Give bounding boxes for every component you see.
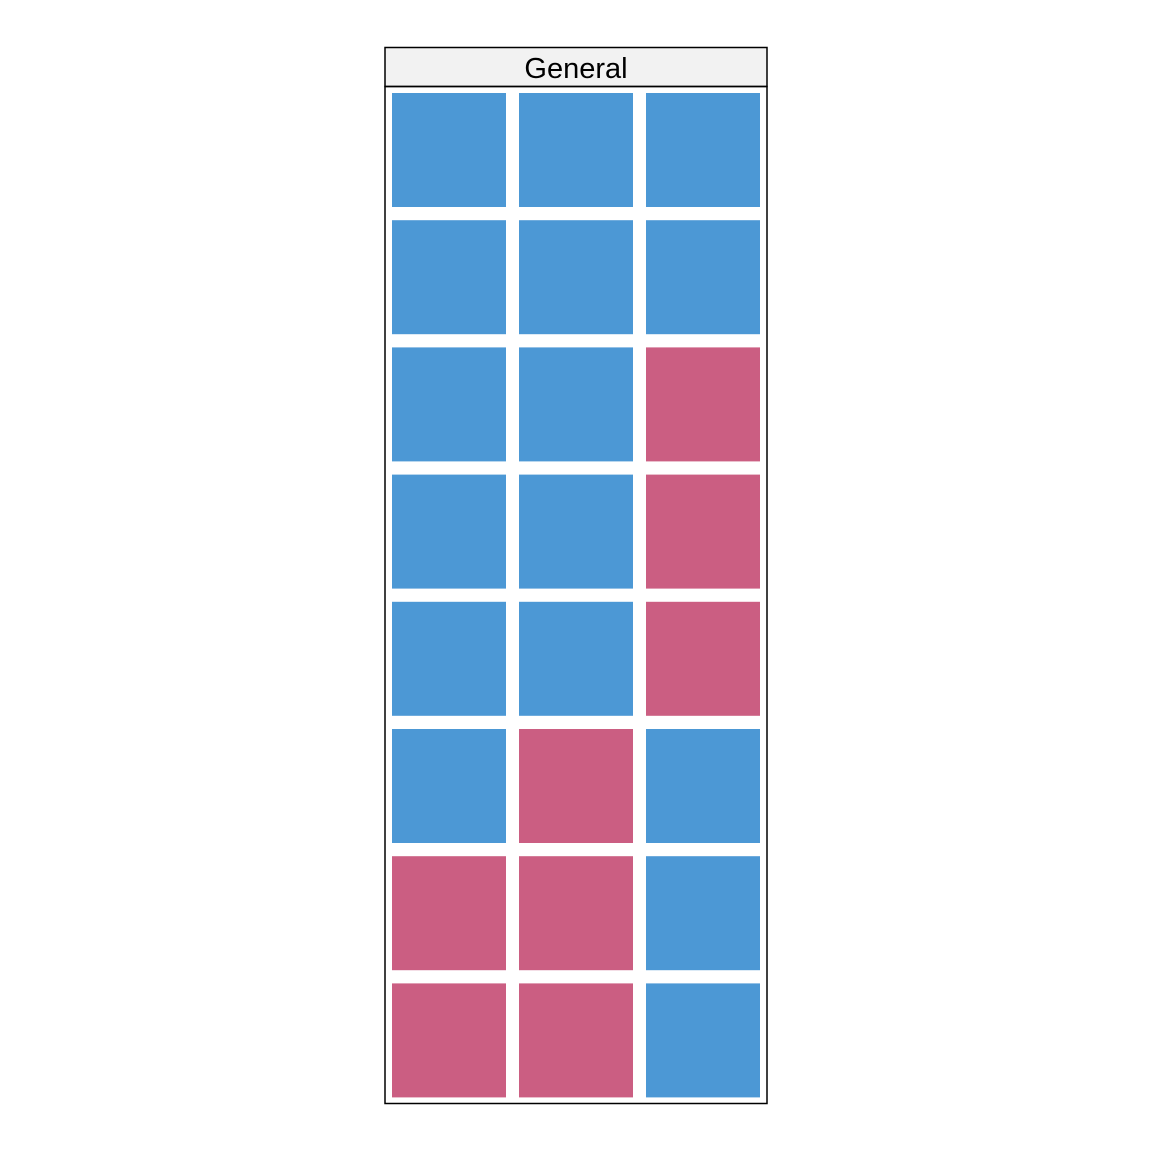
waffle-cell-r7-c2 bbox=[519, 856, 633, 970]
waffle-cell-r7-c3 bbox=[646, 856, 760, 970]
waffle-cell-r7-c1 bbox=[392, 856, 506, 970]
waffle-cell-r1-c1 bbox=[392, 93, 506, 207]
waffle-cell-r6-c3 bbox=[646, 729, 760, 843]
waffle-cell-r8-c3 bbox=[646, 983, 760, 1097]
waffle-cell-r4-c3 bbox=[646, 475, 760, 589]
facet-label: General bbox=[524, 53, 628, 85]
waffle-cell-r2-c1 bbox=[392, 220, 506, 334]
waffle-cell-r5-c1 bbox=[392, 602, 506, 716]
waffle-cell-r3-c3 bbox=[646, 347, 760, 461]
waffle-cell-r4-c2 bbox=[519, 475, 633, 589]
waffle-cell-r5-c3 bbox=[646, 602, 760, 716]
waffle-cell-r5-c2 bbox=[519, 602, 633, 716]
waffle-cell-r8-c1 bbox=[392, 983, 506, 1097]
waffle-cell-r8-c2 bbox=[519, 983, 633, 1097]
waffle-cell-r3-c2 bbox=[519, 347, 633, 461]
waffle-cell-r2-c3 bbox=[646, 220, 760, 334]
waffle-cell-r4-c1 bbox=[392, 475, 506, 589]
waffle-cell-r6-c1 bbox=[392, 729, 506, 843]
waffle-cells bbox=[392, 93, 760, 1097]
waffle-cell-r6-c2 bbox=[519, 729, 633, 843]
waffle-cell-r3-c1 bbox=[392, 347, 506, 461]
waffle-cell-r2-c2 bbox=[519, 220, 633, 334]
waffle-cell-r1-c2 bbox=[519, 93, 633, 207]
waffle-cell-r1-c3 bbox=[646, 93, 760, 207]
